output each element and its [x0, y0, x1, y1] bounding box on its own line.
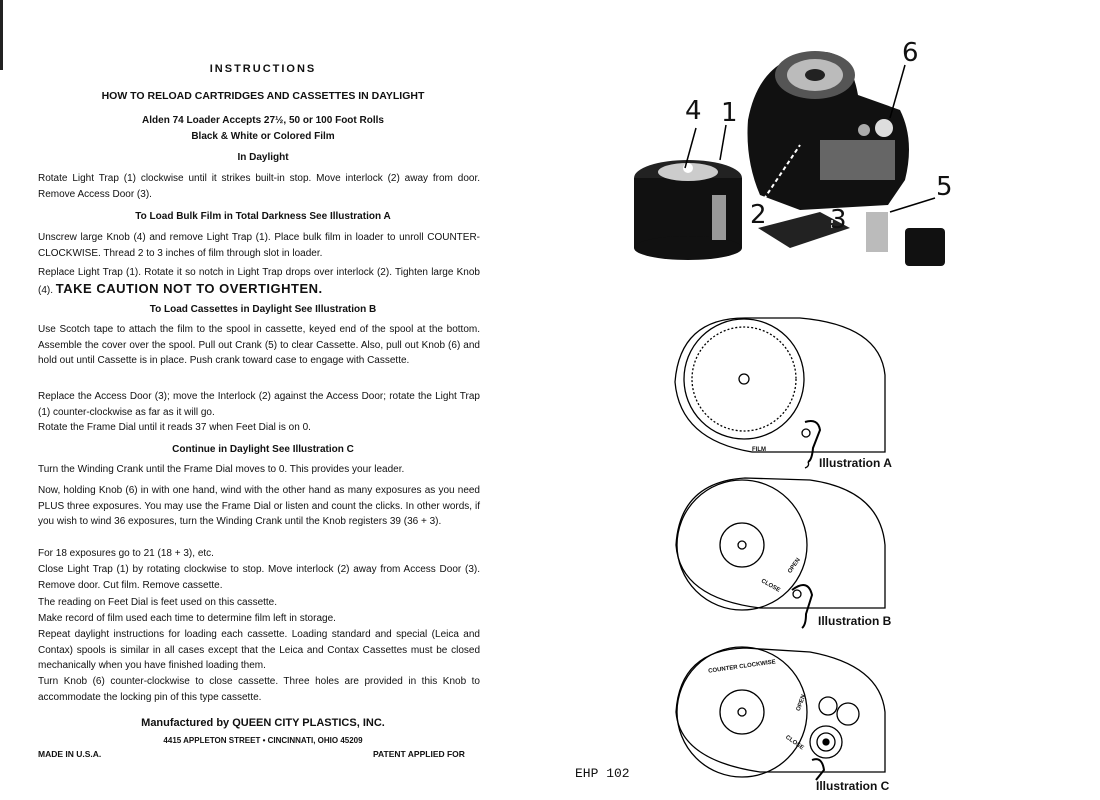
film-label: FILM: [752, 447, 766, 453]
paragraph-9: For 18 exposures go to 21 (18 + 3), etc.: [38, 548, 214, 559]
paragraph-4: Use Scotch tape to attach the film to the spool in cassette, keyed end of the spool at the bottom. Assemble the cover over the spool. Pull out Crank (5) to clear Cassette. Also, pull out Knob (6) and hold out until Cassette is in place. Push crank toward case to engage with Cassette.: [38, 324, 480, 366]
document-code: EHP 102: [575, 766, 630, 781]
open-label-c: OPEN: [795, 693, 808, 713]
paragraph-10: Close Light Trap (1) by rotating clockwise to stop. Move interlock (2) away from Access Door (3). Remove door. Cut film. Remove cassette.: [38, 564, 480, 591]
patent-applied: PATENT APPLIED FOR: [373, 749, 465, 759]
knob-6-icon: [875, 119, 893, 137]
page-subtitle: HOW TO RELOAD CARTRIDGES AND CASSETTES IN DAYLIGHT: [101, 90, 425, 102]
caption-illustration-b: Illustration B: [818, 614, 892, 628]
paragraph-6: Rotate the Frame Dial until it reads 37 when Feet Dial is on 0.: [38, 422, 311, 433]
section-in-daylight: In Daylight: [237, 152, 289, 163]
caution-text: TAKE CAUTION NOT TO OVERTIGHTEN.: [55, 280, 323, 296]
callout-3: 3: [830, 205, 847, 235]
caption-illustration-a: Illustration A: [819, 456, 892, 470]
illustration-a-drawing: [675, 318, 885, 468]
made-in-usa: MADE IN U.S.A.: [38, 749, 102, 759]
manufacturer: Manufactured by QUEEN CITY PLASTICS, INC.: [141, 717, 385, 729]
counter-clockwise-label: COUNTER CLOCKWISE: [707, 659, 777, 675]
paragraph-7: Turn the Winding Crank until the Frame Dial moves to 0. This provides your leader.: [38, 464, 405, 475]
callout-6: 6: [902, 38, 919, 68]
callout-2: 2: [750, 200, 767, 230]
paragraph-8: Now, holding Knob (6) in with one hand, wind with the other hand as many exposures as you need PLUS three exposures. You may use the Frame Dial or listen and count the clicks. In other words, if you wish to wind 36 exposures, turn the Winding Crank until the Knob registers 39 (36 + 3).: [38, 485, 480, 527]
loader-line-2: Black & White or Colored Film: [191, 131, 335, 142]
paragraph-13: Repeat daylight instructions for loading each cassette. Loading standard and special (Leica and Contax) spools is similar in all cases except that the Leica and Contax Cassettes must be closed mechanically when you have finished loading them.: [38, 629, 480, 671]
loader-photo: [634, 51, 945, 266]
callout-5: 5: [936, 172, 953, 202]
section-bulk-film: To Load Bulk Film in Total Darkness See Illustration A: [135, 211, 391, 222]
paragraph-3-text: Replace Light Trap (1). Rotate it so notch in Light Trap drops over interlock (2). Tighten large Knob (4).: [38, 267, 480, 296]
page-title: INSTRUCTIONS: [209, 63, 317, 75]
callout-4: 4: [685, 96, 702, 126]
section-continue: Continue in Daylight See Illustration C: [172, 444, 354, 455]
callout-1: 1: [721, 98, 738, 128]
cassette-piece: [905, 228, 945, 266]
paragraph-12: Make record of film used each time to determine film left in storage.: [38, 613, 336, 624]
paragraph-5: Replace the Access Door (3); move the Interlock (2) against the Access Door; rotate the Light Trap (1) counter-clockwise as far as it will go.: [38, 391, 480, 418]
address: 4415 APPLETON STREET • CINCINNATI, OHIO 45209: [163, 736, 363, 745]
paragraph-2: Unscrew large Knob (4) and remove Light Trap (1). Place bulk film in loader to unroll COUNTER-CLOCKWISE. Thread 2 to 3 inches of film through slot in loader.: [38, 232, 480, 259]
paragraph-11: The reading on Feet Dial is feet used on this cassette.: [38, 597, 278, 608]
open-label-b: OPEN: [787, 557, 802, 575]
paragraph-14: Turn Knob (6) counter-clockwise to close cassette. Three holes are provided in this Knob to accommodate the locking pin of this type cassette.: [38, 676, 480, 703]
section-cassettes: To Load Cassettes in Daylight See Illustration B: [149, 304, 377, 315]
crank-5: [866, 212, 888, 252]
close-label-b: CLOSE: [759, 578, 781, 594]
paragraph-1: Rotate Light Trap (1) clockwise until it strikes built-in stop. Move interlock (2) away from door. Remove Access Door (3).: [38, 173, 480, 200]
caption-illustration-c: Illustration C: [816, 779, 890, 793]
loader-line-1: Alden 74 Loader Accepts 27½, 50 or 100 Foot Rolls: [142, 115, 384, 126]
illustration-b-drawing: [676, 478, 885, 628]
close-label-c: CLOSE: [784, 734, 805, 752]
illustration-c-drawing: [676, 647, 885, 780]
